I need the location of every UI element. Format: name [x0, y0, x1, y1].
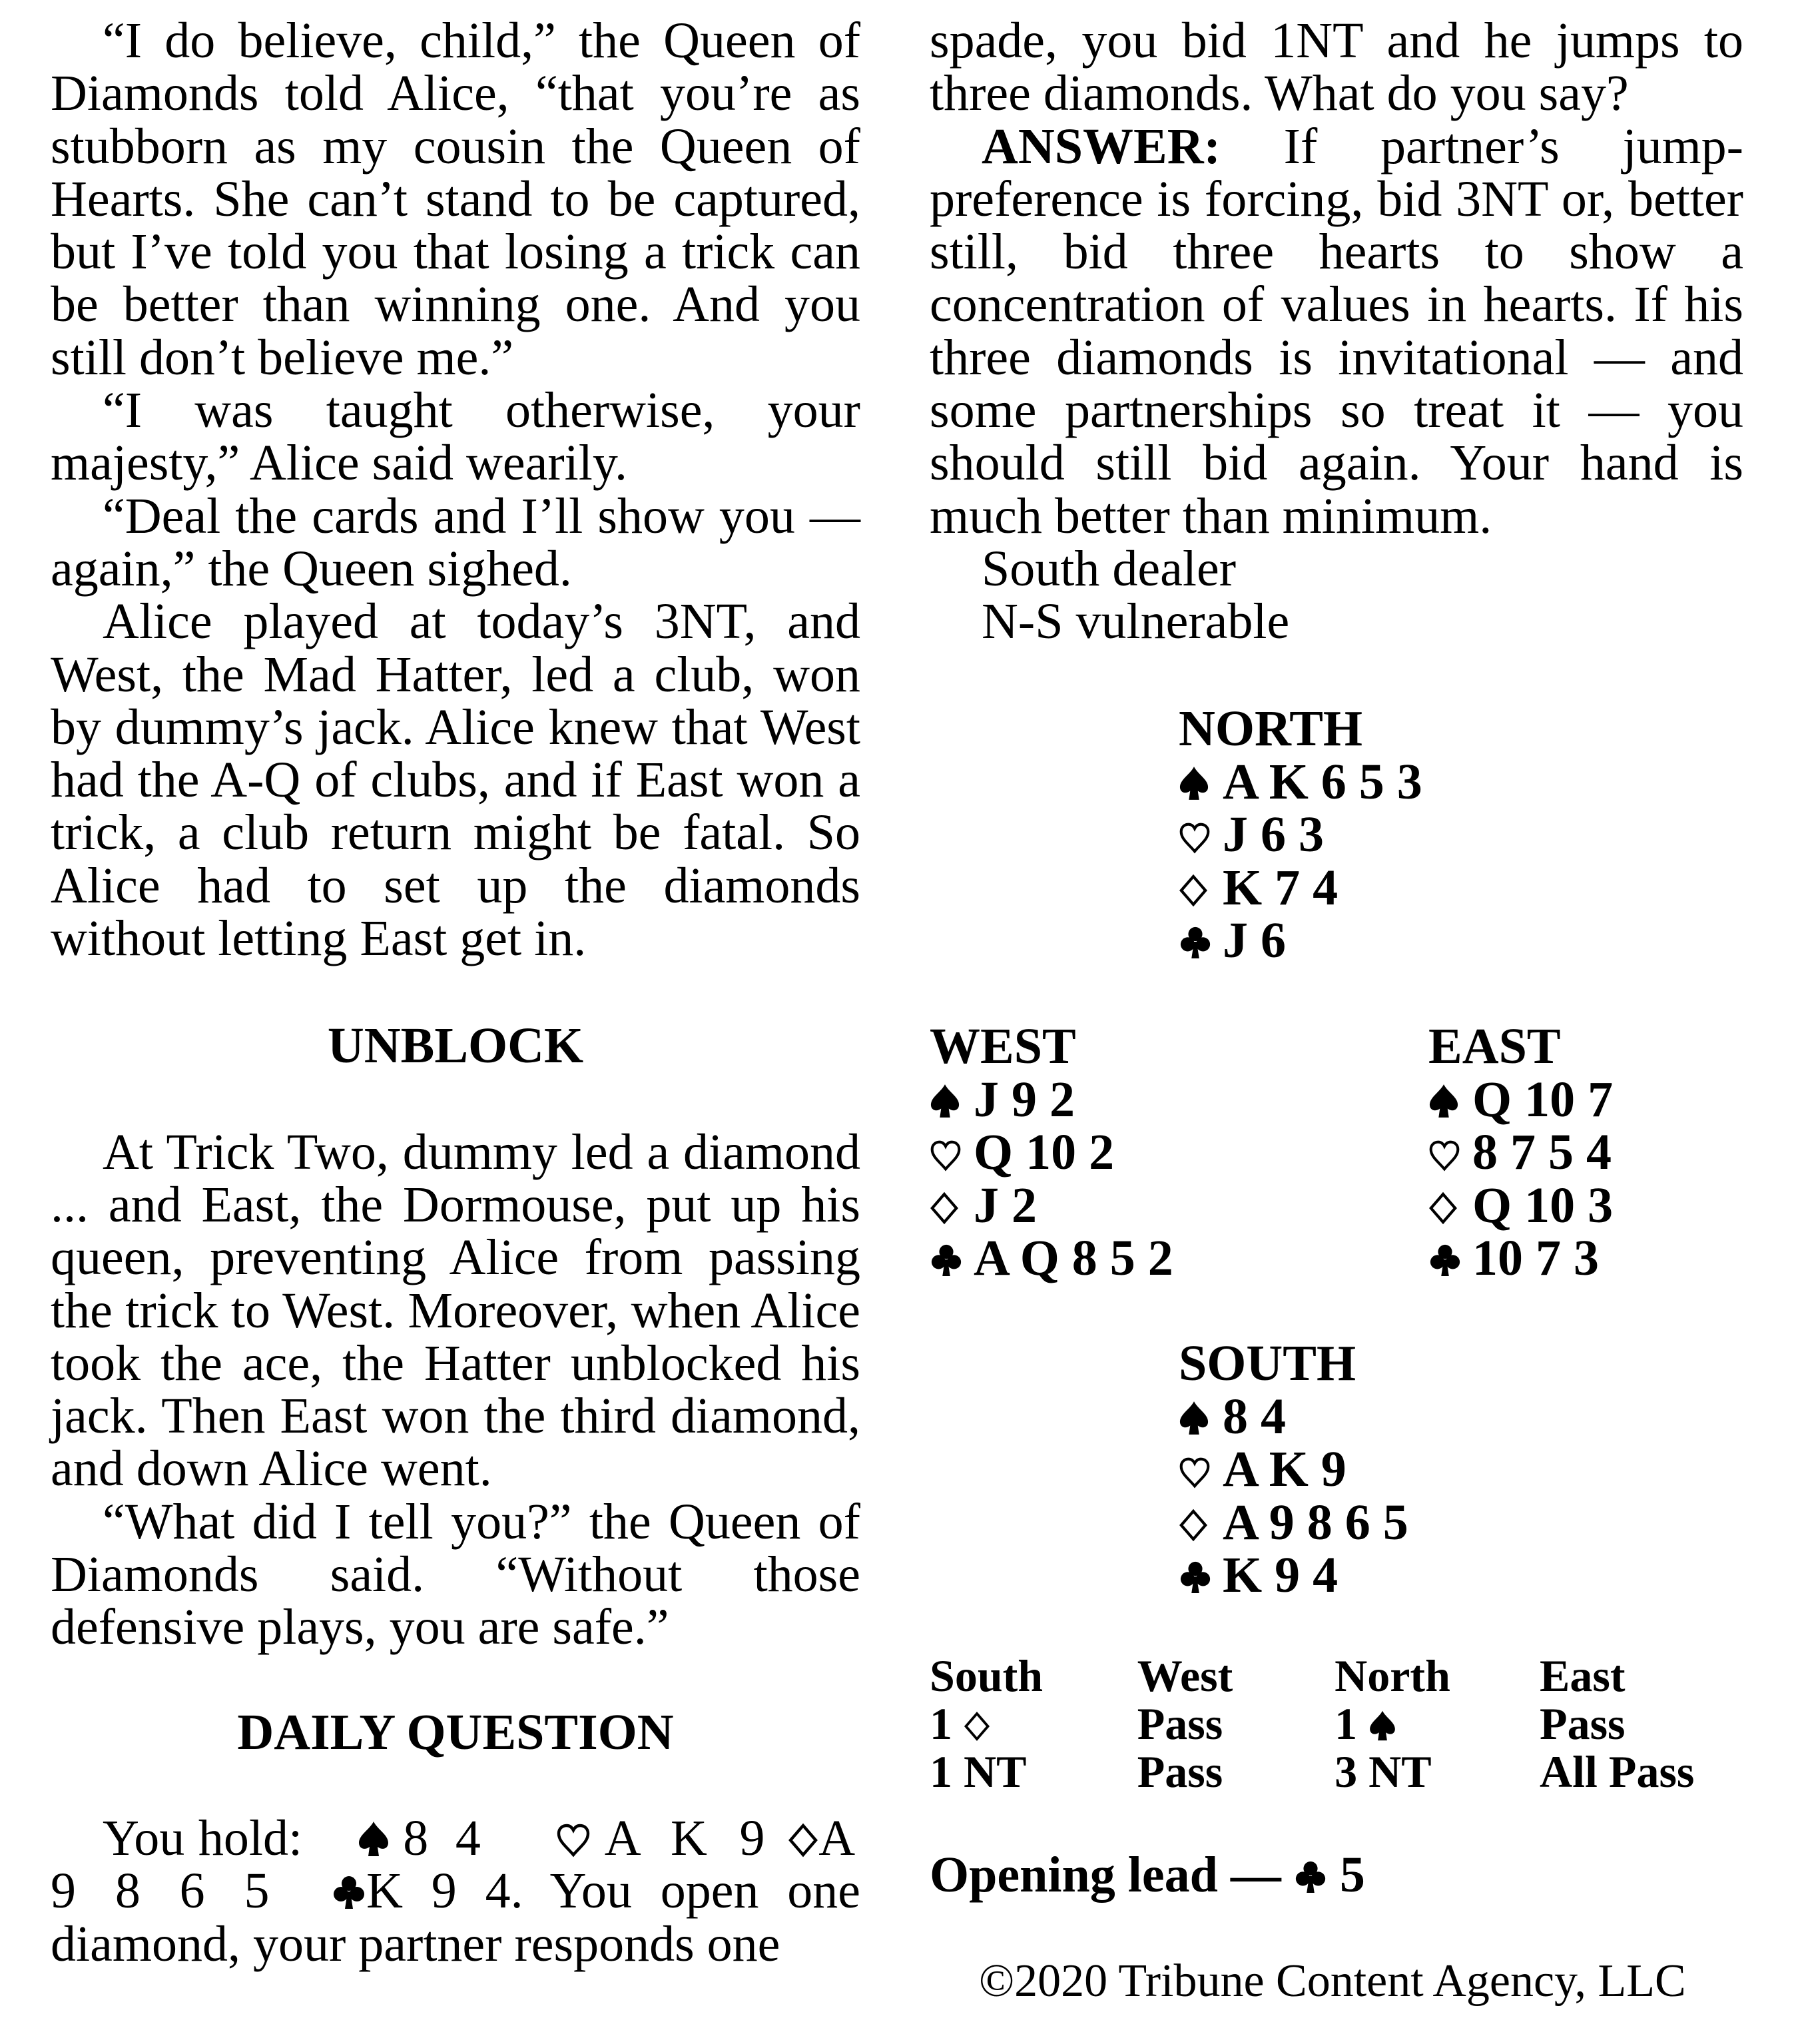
west-spades: J 9 2	[974, 1071, 1075, 1128]
diamond-icon	[1179, 862, 1223, 915]
bid-level: 1	[1335, 1698, 1358, 1749]
club-icon	[930, 1232, 974, 1285]
club-icon	[1179, 914, 1223, 968]
question-diamonds: A 9 8 6 5	[51, 1810, 861, 1919]
west-hearts: Q 10 2	[974, 1124, 1115, 1180]
diamond-icon	[1428, 1180, 1472, 1233]
auction-header-row	[930, 1652, 1743, 1700]
intro-paragraph-4: Alice played at today’s 3NT, and West, the Mad Hatter, led a club, won by dummy’s jack. Alice knew that West had the A-Q of clubs, and if East won a trick, a club return might be fatal. So Alice had to set up the diamonds without letting East get in.	[51, 593, 860, 967]
west-diamonds: J 2	[974, 1177, 1037, 1233]
auction-row	[930, 1700, 1743, 1748]
answer-text: If partner’s jump-preference is forcing, bid 3NT or, better still, bid three hearts to show a concentration of values in hearts. If his three diamonds is invitational — and some partnerships so treat it — you should still bid again. Your hand is much better than minimum.	[930, 118, 1743, 544]
south-hand	[1179, 1337, 1408, 1602]
south-diamonds: A 9 8 6 5	[1223, 1494, 1408, 1550]
opening-lead	[930, 1848, 1365, 1901]
south-label: SOUTH	[1179, 1335, 1356, 1391]
north-label: NORTH	[1179, 701, 1363, 757]
north-clubs: J 6	[1223, 912, 1286, 968]
vulnerability-line: N-S vulnerable	[982, 593, 1290, 650]
north-spades: A K 6 5 3	[1223, 753, 1422, 810]
heading-unblock: UNBLOCK	[327, 1018, 584, 1074]
answer-label: ANSWER:	[982, 118, 1221, 174]
heart-icon	[1179, 809, 1223, 862]
heart-icon	[1428, 1126, 1472, 1180]
diamond-icon	[930, 1180, 974, 1233]
right-column	[930, 15, 1743, 649]
west-clubs: A Q 8 5 2	[974, 1230, 1173, 1286]
diamond-icon	[788, 1810, 818, 1866]
club-icon	[1428, 1232, 1472, 1285]
north-hand	[1179, 703, 1422, 968]
spade-icon	[358, 1810, 390, 1866]
auction-bid	[1335, 1700, 1540, 1748]
north-diamonds: K 7 4	[1223, 859, 1339, 916]
bid-level: 1	[930, 1698, 952, 1749]
auction-header-south: South	[930, 1650, 1044, 1701]
auction-bid: 3 NT	[1335, 1746, 1432, 1797]
answer-paragraph	[930, 118, 1743, 544]
unblock-paragraph-2: “What did I tell you?” the Queen of Diamonds said. “Without those defensive plays, you are safe.”	[51, 1493, 860, 1656]
auction-header-east: East	[1540, 1650, 1626, 1701]
heart-icon	[930, 1126, 974, 1180]
question-continued: spade, you bid 1NT and he jumps to three diamonds. What do you say?	[930, 13, 1743, 122]
diamond-icon	[964, 1698, 990, 1749]
dealer-line: South dealer	[982, 540, 1237, 597]
heart-icon	[1179, 1443, 1223, 1497]
west-hand	[930, 1020, 1173, 1285]
left-column	[51, 15, 860, 1971]
east-label: EAST	[1428, 1018, 1561, 1074]
spade-icon	[1179, 756, 1223, 809]
question-hearts: A K 9	[604, 1810, 774, 1866]
east-clubs: 10 7 3	[1472, 1230, 1599, 1286]
auction-header-north: North	[1335, 1650, 1450, 1701]
east-diamonds: Q 10 3	[1472, 1177, 1614, 1233]
auction-bid	[930, 1700, 1137, 1748]
auction-bid: Pass	[1540, 1698, 1626, 1749]
question-clubs: K 9 4.	[366, 1863, 523, 1919]
unblock-paragraph-1: At Trick Two, dummy led a diamond ... and East, the Dormouse, put up his queen, preventing Alice from passing the trick to West. Moreover, when Alice took the ace, the Hatter unblocked his jack. Then East won the third diamond, and down Alice went.	[51, 1124, 860, 1497]
auction-bid: All Pass	[1540, 1746, 1695, 1797]
club-icon	[1179, 1549, 1223, 1602]
east-hand	[1428, 1020, 1613, 1285]
auction-bid: Pass	[1137, 1746, 1223, 1797]
club-icon	[1294, 1847, 1327, 1903]
you-hold-label: You hold:	[103, 1810, 303, 1866]
spade-icon	[930, 1074, 974, 1127]
south-hearts: A K 9	[1223, 1441, 1347, 1497]
club-icon	[332, 1863, 366, 1919]
west-label: WEST	[930, 1018, 1076, 1074]
spade-icon	[1368, 1698, 1396, 1749]
copyright-notice: ©2020 Tribune Content Agency, LLC	[979, 1955, 1686, 2007]
intro-paragraph-2: “I was taught otherwise, your majesty,” Alice said wearily.	[51, 382, 860, 492]
question-text-after: You open one diamond, your partner responds one	[51, 1863, 861, 1972]
opening-lead-label: Opening lead —	[930, 1847, 1281, 1903]
opening-lead-card: 5	[1339, 1847, 1365, 1903]
intro-paragraph-3: “Deal the cards and I’ll show you — again,” the Queen sighed.	[51, 488, 860, 597]
east-spades: Q 10 7	[1472, 1071, 1614, 1128]
heading-daily-question: DAILY QUESTION	[237, 1704, 674, 1760]
question-spades: 8 4	[403, 1810, 487, 1866]
question-paragraph	[51, 1812, 860, 1971]
spade-icon	[1428, 1074, 1472, 1127]
auction-bid: Pass	[1137, 1698, 1223, 1749]
spade-icon	[1179, 1391, 1223, 1444]
intro-paragraph-1: “I do believe, child,” the Queen of Diamonds told Alice, “that you’re as stubborn as my cousin the Queen of Hearts. She can’t stand to be captured, but I’ve told you that losing a trick can be better than winning one. And you still don’t believe me.”	[51, 13, 860, 386]
south-spades: 8 4	[1223, 1388, 1286, 1445]
auction-header-west: West	[1137, 1650, 1233, 1701]
south-clubs: K 9 4	[1223, 1547, 1339, 1603]
auction-table	[930, 1652, 1743, 1796]
north-hearts: J 6 3	[1223, 807, 1324, 862]
east-hearts: 8 7 5 4	[1472, 1124, 1612, 1180]
auction-bid: 1 NT	[930, 1746, 1027, 1797]
auction-row	[930, 1748, 1743, 1796]
heart-icon	[556, 1810, 591, 1866]
diamond-icon	[1179, 1497, 1223, 1550]
